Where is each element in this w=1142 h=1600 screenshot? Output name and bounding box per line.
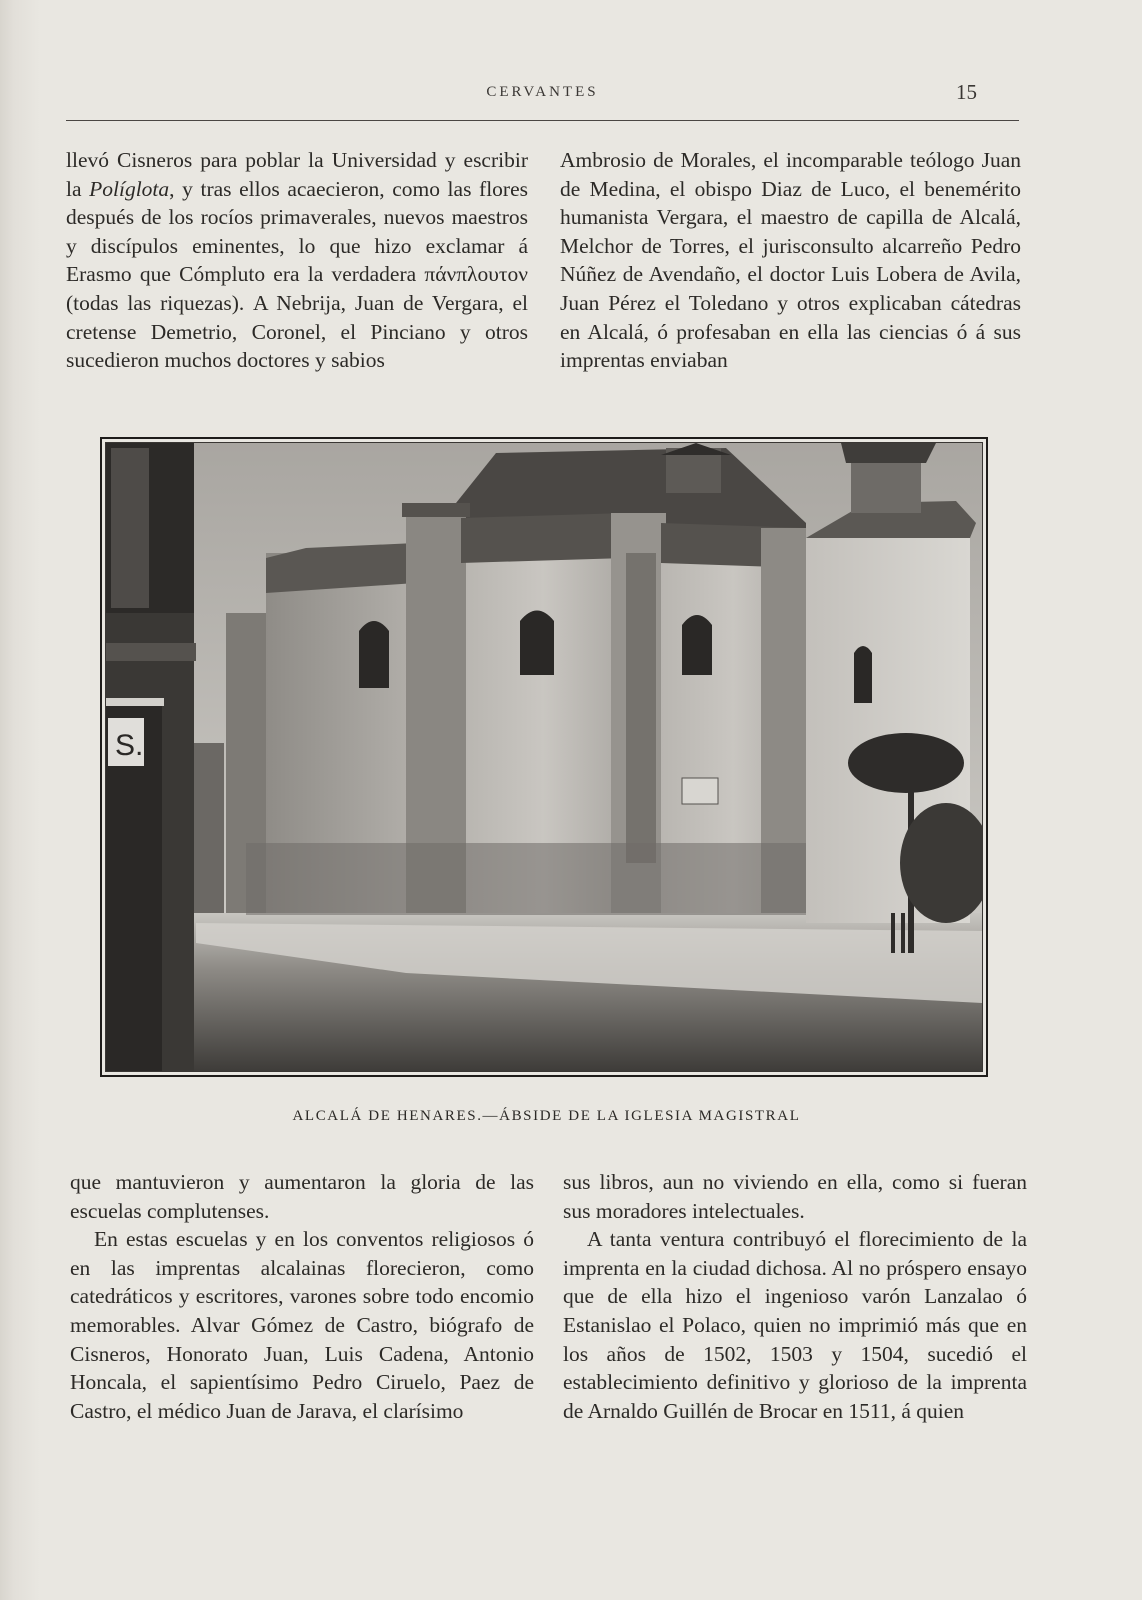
header-rule <box>66 120 1019 121</box>
paragraph: A tanta ventura contribuyó el florecimiento de la imprenta en la ciudad dichosa. Al no próspero ensayo que de ella hizo el ingenioso varón Lanzalao ó Estanislao el Polaco, quien no imprimió más que en los años de 1502, 1503 y 1504, sucedió el establecimiento definitivo y glorioso de la imprenta de Arnaldo Guillén de Brocar en 1511, á quien <box>563 1227 1027 1423</box>
running-title: CERVANTES <box>486 84 599 100</box>
text-column-top-left <box>66 146 528 375</box>
sign-text: S. <box>115 729 144 762</box>
paragraph: sus libros, aun no viviendo en ella, como si fueran sus moradores intelectuales. <box>563 1170 1027 1223</box>
text-column-top-right <box>560 146 1021 375</box>
photograph-frame <box>100 437 988 1077</box>
text-column-bottom-right <box>563 1168 1027 1425</box>
paragraph <box>66 146 528 375</box>
text-span: llevó Cisneros para poblar la Universidad y escribir la <box>66 148 528 201</box>
church-apse-illustration <box>106 443 982 1071</box>
paragraph: Ambrosio de Morales, el incomparable teólogo Juan de Medina, el obispo Diaz de Luco, el benemérito humanista Vergara, el maestro de capilla de Alcalá, Melchor de Torres, el jurisconsulto alcarreño Pedro Núñez de Avendaño, el doctor Luis Lobera de Avila, Juan Pérez el Toledano y otros explicaban cátedras en Alcalá, ó profesaban en ella las ciencias ó á sus imprentas enviaban <box>560 148 1021 373</box>
paragraph: En estas escuelas y en los conventos religiosos ó en las imprentas alcalainas florecieron, como catedráticos y escritores, varones sobre todo encomio memorables. Alvar Gómez de Castro, biógrafo de Cisneros, Honorato Juan, Luis Cadena, Antonio Honcala, el sapientísimo Pedro Ciruelo, Paez de Castro, el médico Juan de Jarava, el clarísimo <box>70 1227 534 1423</box>
running-head <box>66 80 1019 108</box>
page-number: 15 <box>956 80 977 104</box>
text-span: , y tras ellos acaecieron, como las flores después de los rocíos primaverales, nuevos maestros y discípulos eminentes, lo que hizo exclamar á Erasmo que Cómpluto era la verdadera πάνπλουτον (todas las riquezas). A Nebrija, Juan de Vergara, el cretense Demetrio, Coronel, el Pinciano y otros sucedieron muchos doctores y sabios <box>66 176 528 373</box>
photograph <box>105 442 983 1072</box>
italic-title: Políglota <box>89 176 170 201</box>
text-column-bottom-left <box>70 1168 534 1425</box>
figure-caption: ALCALÁ DE HENARES.—ÁBSIDE DE LA IGLESIA MAGISTRAL <box>292 1108 801 1124</box>
paragraph: que mantuvieron y aumentaron la gloria de las escuelas complutenses. <box>70 1170 534 1223</box>
page-gutter-shadow <box>0 0 40 1600</box>
